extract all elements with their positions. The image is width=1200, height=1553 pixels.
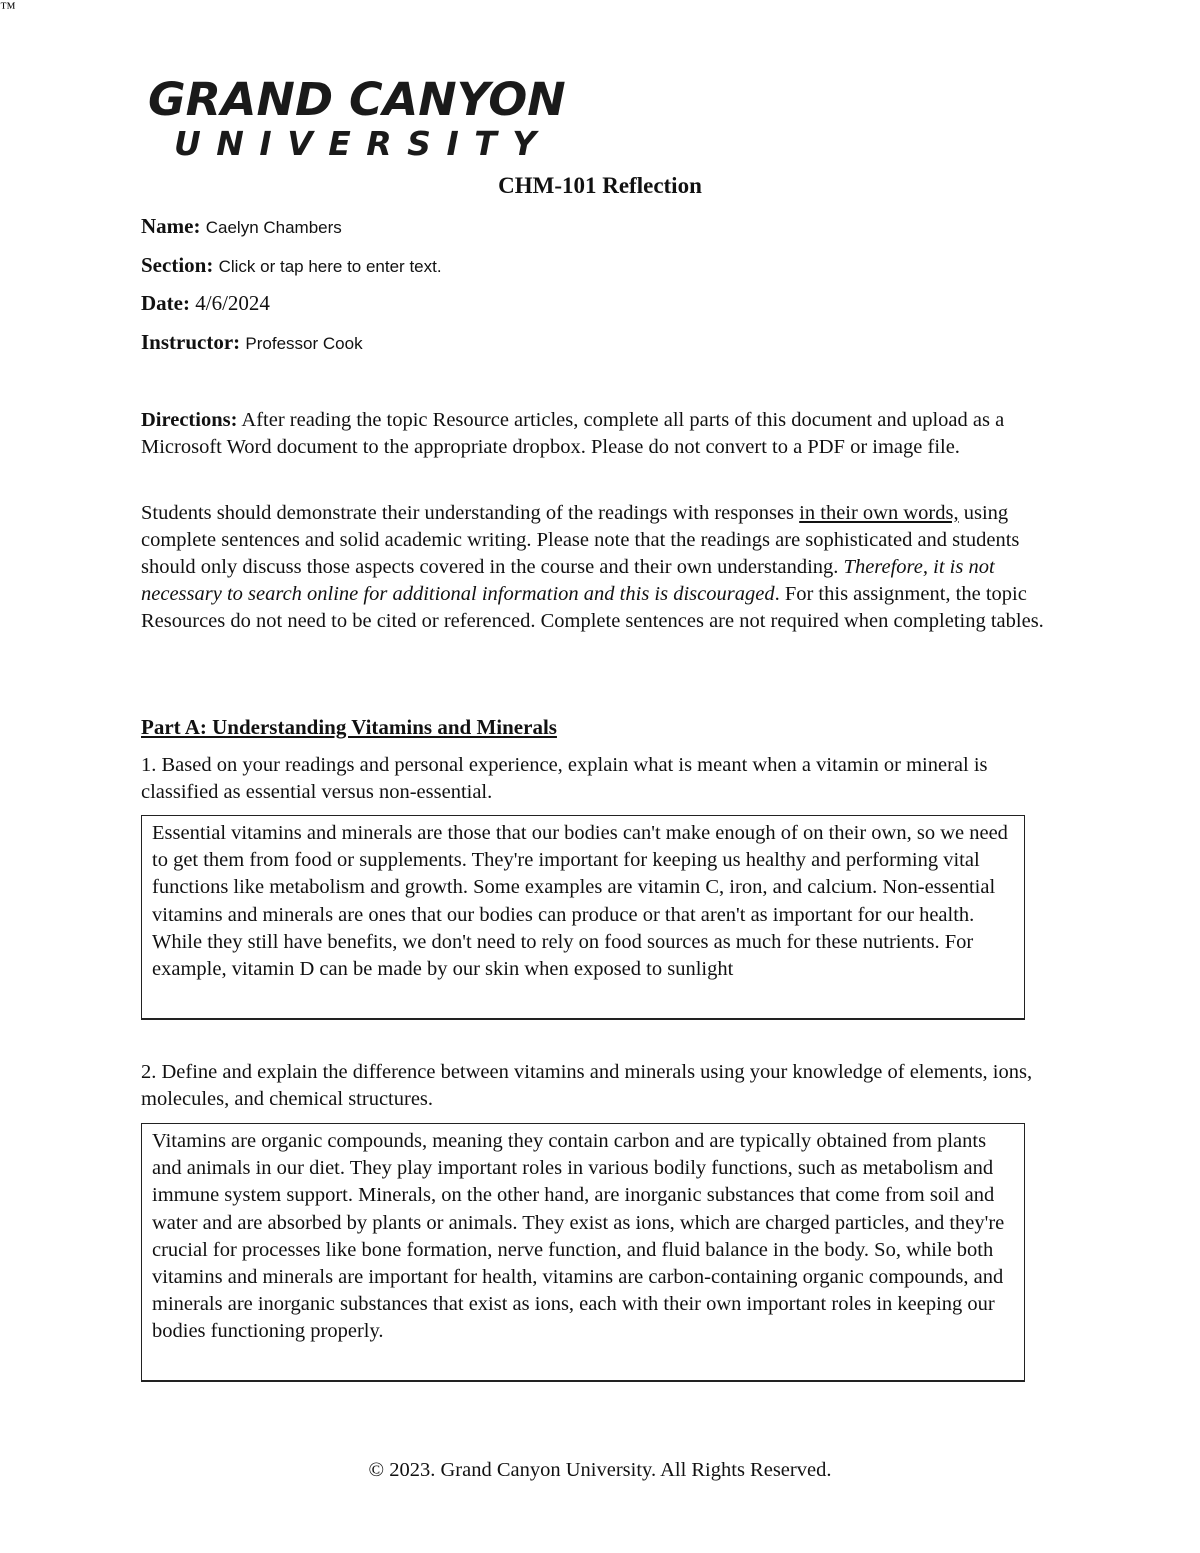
section-label: Section: [141,253,214,277]
directions-label: Directions: [141,409,238,431]
instructor-value[interactable]: Professor Cook [245,334,363,353]
instructor-label: Instructor: [141,330,241,354]
directions-paragraph [141,407,1061,461]
students-paragraph [141,500,1061,635]
students-text-2: using complete sentences and solid academic writing. Please note that the readings are sophisticated and students should only discuss those aspects covered in the course and their own understanding. [141,502,1020,578]
name-field [141,213,342,241]
section-field [141,252,442,280]
date-label: Date: [141,291,190,315]
question-1: 1. Based on your readings and personal experience, explain what is meant when a vitamin or mineral is classified as essential versus non-essential. [141,754,988,803]
students-text-1: Students should demonstrate their understanding of the readings with responses [141,502,800,524]
students-text-3: . For this assignment, the topic Resources do not need to be cited or referenced. Complete sentences are not required when completing tables. [141,583,1044,632]
instructor-field [141,329,363,357]
part-a-heading: Part A: Understanding Vitamins and Minerals [141,715,557,739]
date-value[interactable]: 4/6/2024 [195,291,270,315]
name-value[interactable]: Caelyn Chambers [205,218,342,237]
students-italic-text: Therefore, it is not necessary to search online for additional information and this is discouraged [141,556,995,605]
date-field [141,290,270,316]
trademark-symbol: ™ [0,0,16,17]
answer-box-1[interactable]: Essential vitamins and minerals are those that our bodies can't make enough of on their own, so we need to get them from food or supplements. They're important for keeping us healthy and performing vital functions like metabolism and growth. Some examples are vitamin C, iron, and calcium. Non-essential vitamins and minerals are ones that our bodies can produce or that aren't as important for our health. While they still have benefits, we don't need to rely on food sources as much for these nutrients. For example, vitamin D can be made by our skin when exposed to sunlight [141,815,1025,1020]
question-2: 2. Define and explain the difference between vitamins and minerals using your knowledge of elements, ions, molecules, and chemical structures. [141,1061,1033,1110]
document-title: CHM-101 Reflection [498,173,702,198]
logo-line-grand-canyon: GRAND CANYON [148,73,566,126]
directions-text: After reading the topic Resource articles, complete all parts of this document and upload as a Microsoft Word document to the appropriate dropbox. Please do not convert to a PDF or image file. [141,409,1005,458]
university-logo [148,74,568,164]
section-value-placeholder[interactable]: Click or tap here to enter text. [218,257,442,276]
logo-line-university: UNIVERSITY [174,124,552,163]
answer-box-2[interactable]: Vitamins are organic compounds, meaning they contain carbon and are typically obtained from plants and animals in our diet. They play important roles in various bodily functions, such as metabolism and immune system support. Minerals, on the other hand, are inorganic substances that come from soil and water and are absorbed by plants or animals. They exist as ions, which are charged particles, and they're crucial for processes like bone formation, nerve function, and fluid balance in the body. So, while both vitamins and minerals are important for health, vitamins are carbon-containing organic compounds, and minerals are inorganic substances that exist as ions, each with their own important roles in keeping our bodies functioning properly. [141,1123,1025,1382]
copyright-footer: © 2023. Grand Canyon University. All Rights Reserved. [368,1459,832,1481]
students-underlined-text: in their own words, [799,502,959,524]
name-label: Name: [141,214,201,238]
